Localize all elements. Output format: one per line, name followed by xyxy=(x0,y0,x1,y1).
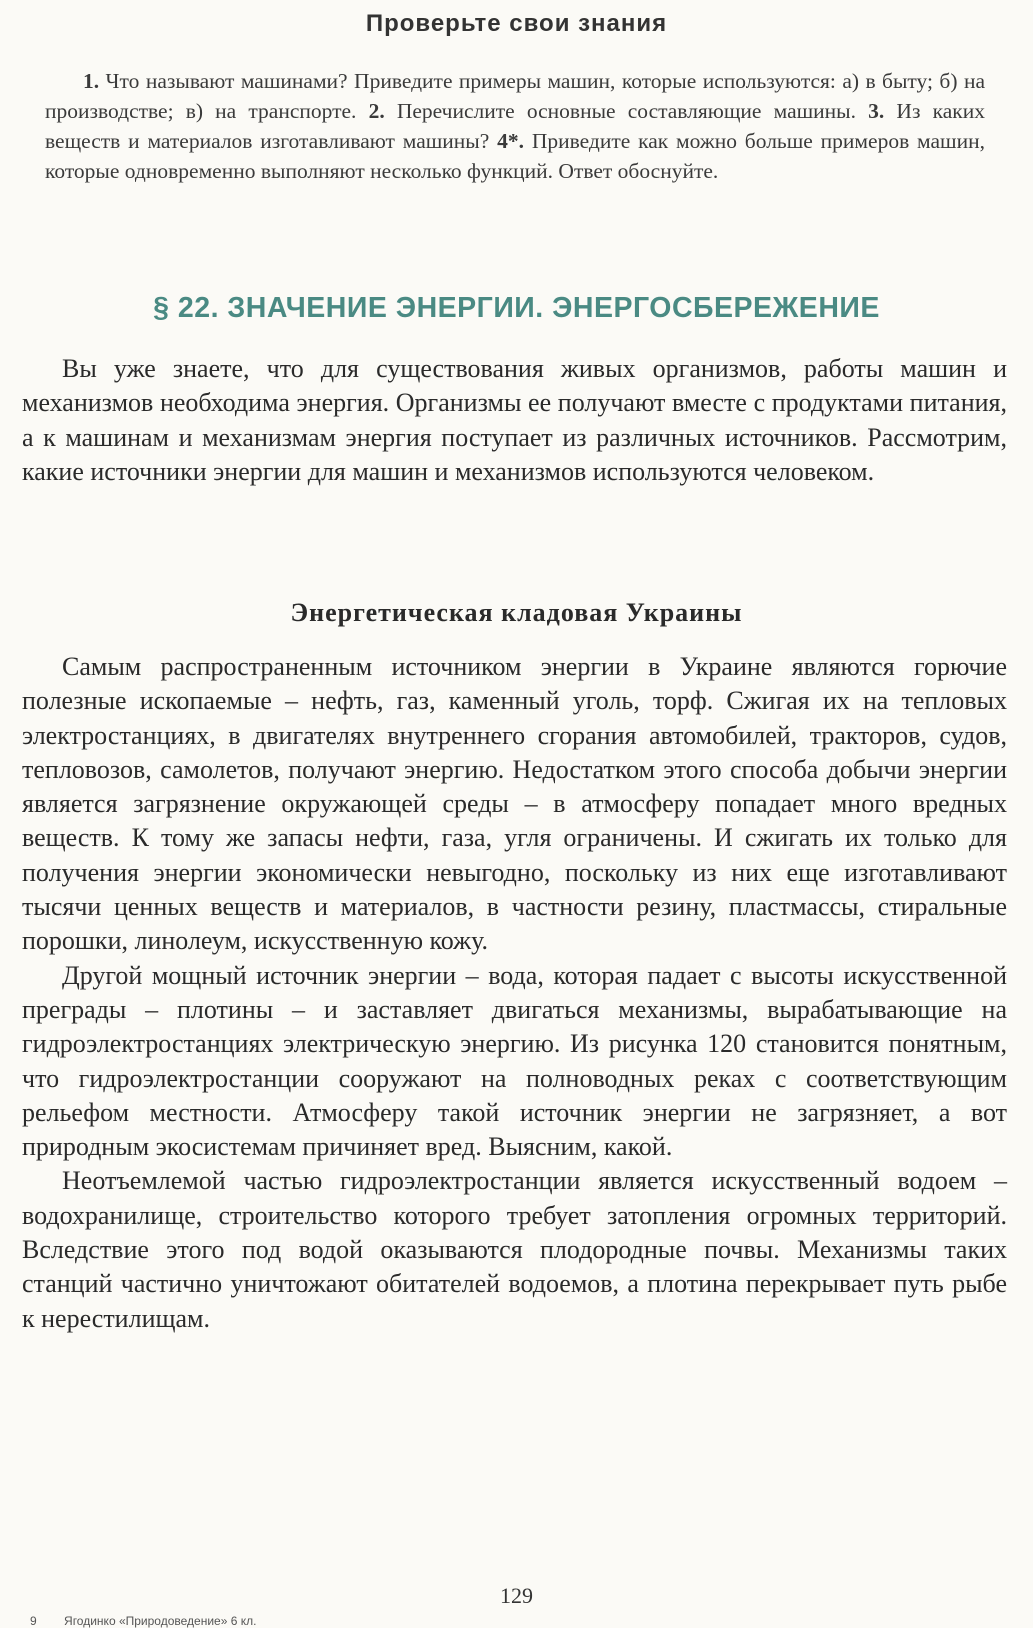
review-questions xyxy=(45,66,985,186)
question-3-number: 3. xyxy=(868,99,885,123)
page-number: 129 xyxy=(500,1583,533,1608)
intro-paragraph: Вы уже знаете, что для существования живых организмов, работы машин и механизмов необходима энергия. Организмы ее получают вместе с продуктами питания, а к машинам и механизмам энергия поступает из различных источников. Рассмотрим, какие источники энергии для машин и механизмов используются человеком. xyxy=(22,354,1007,486)
footer-signature-line xyxy=(30,1614,280,1628)
check-knowledge-heading: Проверьте свои знания xyxy=(365,10,668,37)
question-4-text: Приведите как можно больше примеров машин, которые одновременно выполняют несколько функций. Ответ обоснуйте. xyxy=(45,129,985,183)
paragraph-fossil-fuels: Самым распространенным источником энергии в Украине являются горючие полезные ископаемые – нефть, газ, каменный уголь, торф. Сжигая их на тепловых электростанциях, в двигателях внутреннего сгорания автомобилей, тракторов, судов, тепловозов, самолетов, получают энергию. Недостатком этого способа добычи энергии является загрязнение окружающей среды – в атмосферу попадает много вредных веществ. К тому же запасы нефти, газа, угля ограничены. И сжигать их только для получения энергии экономически невыгодно, поскольку из них еще изготавливают тысячи ценных веществ и материалов, в частности резину, пластмассы, стиральные порошки, линолеум, искусственную кожу. xyxy=(22,652,1007,956)
signature-number: 9 xyxy=(30,1614,37,1628)
intro-block xyxy=(22,352,1007,489)
book-title: Ягодинко «Природоведение» 6 кл. xyxy=(64,1614,257,1628)
question-1-text: Что называют машинами? Приведите примеры машин, которые используются: а) в быту; б) на производстве; в) на транспорте. xyxy=(45,69,985,123)
question-3-text: Из каких веществ и материалов изготавливают машины? xyxy=(45,99,985,153)
subsection-title: Энергетическая кладовая Украины xyxy=(290,598,743,627)
question-1-number: 1. xyxy=(83,69,100,93)
question-2-number: 2. xyxy=(368,99,385,123)
paragraph-water-energy: Другой мощный источник энергии – вода, которая падает с высоты искусственной преграды – плотины – и заставляет двигаться механизмы, вырабатывающие на гидроэлектростанциях электрическую энергию. Из рисунка 120 становится понятным, что гидроэлектростанции сооружают на полноводных реках с соответствующим рельефом местности. Атмосферу такой источник энергии не загрязняет, а вот природным экосистемам причиняет вред. Выясним, какой. xyxy=(22,960,1007,1162)
section-title: § 22. ЗНАЧЕНИЕ ЭНЕРГИИ. ЭНЕРГОСБЕРЕЖЕНИЕ xyxy=(153,292,880,324)
main-text-block xyxy=(22,650,1007,1336)
question-2-text: Перечислите основные составляющие машины. xyxy=(384,99,869,123)
paragraph-reservoir: Неотъемлемой частью гидроэлектростанции является искусственный водоем – водохранилище, строительство которого требует затопления огромных территорий. Вследствие этого под водой оказываются плодородные почвы. Механизмы таких станций частично уничтожают обитателей водоемов, а плотина перекрывает путь рыбе к нерестилищам. xyxy=(22,1166,1007,1333)
question-4-number: 4*. xyxy=(497,129,524,153)
